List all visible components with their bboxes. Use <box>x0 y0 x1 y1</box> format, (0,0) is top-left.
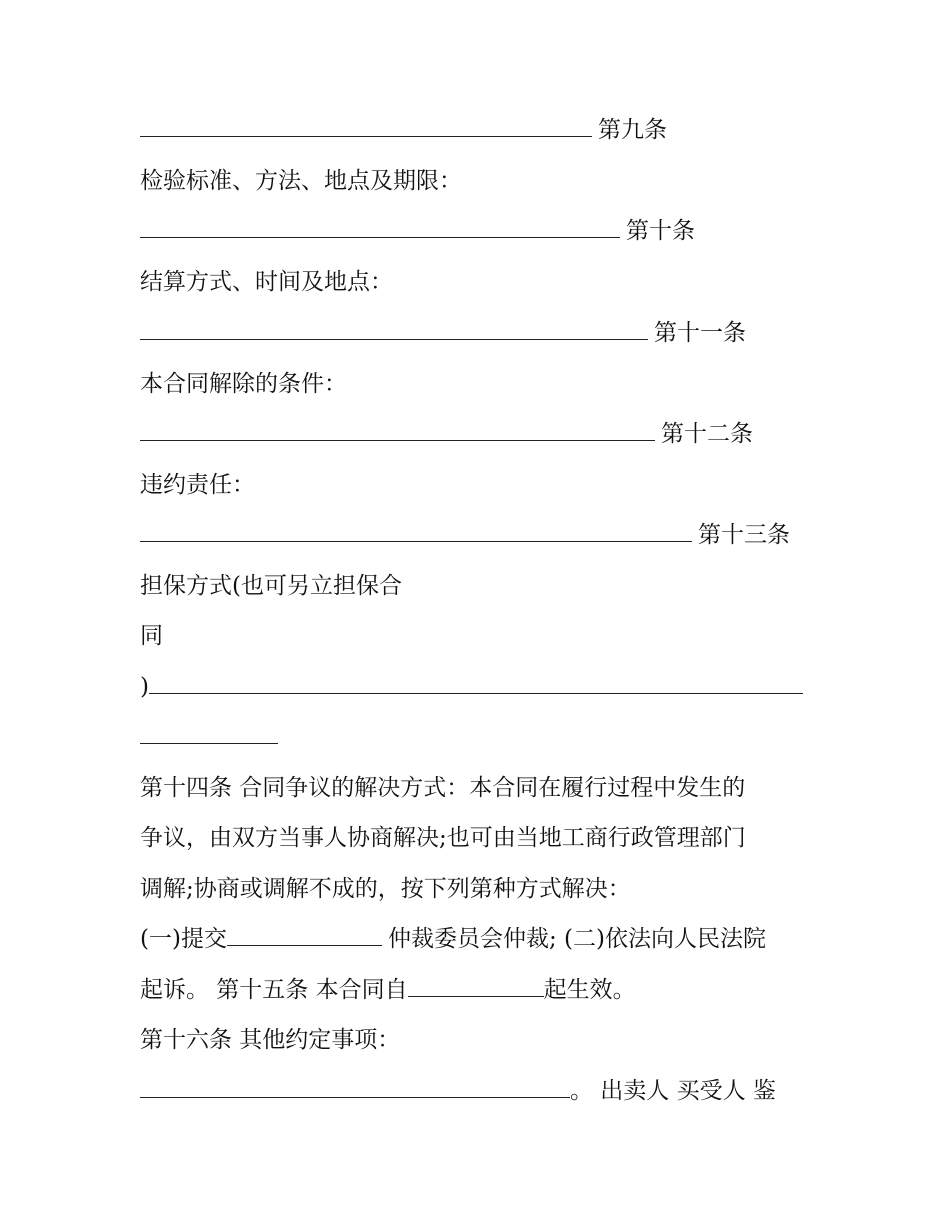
clause-heading: 第十一条 <box>654 320 746 346</box>
doc-line <box>140 924 766 954</box>
doc-line: 同 <box>140 623 163 649</box>
doc-line: 争议，由双方当事人协商解决;也可由当地工商行政管理部门 <box>140 825 746 851</box>
blank-underline <box>227 925 382 946</box>
line-prefix: 起诉。 第十五条 本合同自 <box>140 977 408 1003</box>
doc-line: 担保方式(也可另立担保合 <box>140 573 402 599</box>
line-suffix: 仲裁委员会仲裁; (二)依法向人民法院 <box>387 926 766 952</box>
blank-underline <box>140 420 655 441</box>
doc-line <box>140 216 695 246</box>
doc-line <box>140 419 753 449</box>
blank-underline <box>140 1077 570 1098</box>
doc-line <box>140 115 667 145</box>
doc-line <box>140 520 790 550</box>
blank-underline <box>408 976 544 997</box>
line-prefix: (一)提交 <box>140 926 227 952</box>
clause-heading: 第十二条 <box>661 421 753 447</box>
doc-line: 违约责任： <box>140 472 255 498</box>
doc-line <box>140 722 278 752</box>
doc-line <box>140 975 636 1005</box>
doc-line: 结算方式、时间及地点： <box>140 269 393 295</box>
blank-underline <box>140 723 278 744</box>
doc-line: 第十四条 合同争议的解决方式：本合同在履行过程中发生的 <box>140 775 746 801</box>
blank-underline <box>149 673 803 694</box>
clause-heading: 第十条 <box>626 218 695 244</box>
blank-underline <box>140 116 592 137</box>
doc-line <box>140 672 803 702</box>
blank-underline <box>140 319 648 340</box>
line-suffix: 起生效。 <box>543 977 636 1003</box>
doc-line <box>140 1076 776 1106</box>
doc-line: 检验标准、方法、地点及期限： <box>140 168 462 194</box>
blank-underline <box>140 521 692 542</box>
doc-line: 调解;协商或调解不成的，按下列第种方式解决： <box>140 876 631 902</box>
blank-underline <box>140 217 620 238</box>
doc-line <box>140 318 746 348</box>
clause-heading: 第十三条 <box>698 522 790 548</box>
doc-line: 本合同解除的条件： <box>140 371 347 397</box>
doc-line: 第十六条 其他约定事项： <box>140 1027 401 1053</box>
clause-heading: 第九条 <box>598 117 667 143</box>
paren-close: ) <box>140 674 149 700</box>
line-suffix: 。 出卖人 买受人 鉴 <box>570 1078 776 1104</box>
